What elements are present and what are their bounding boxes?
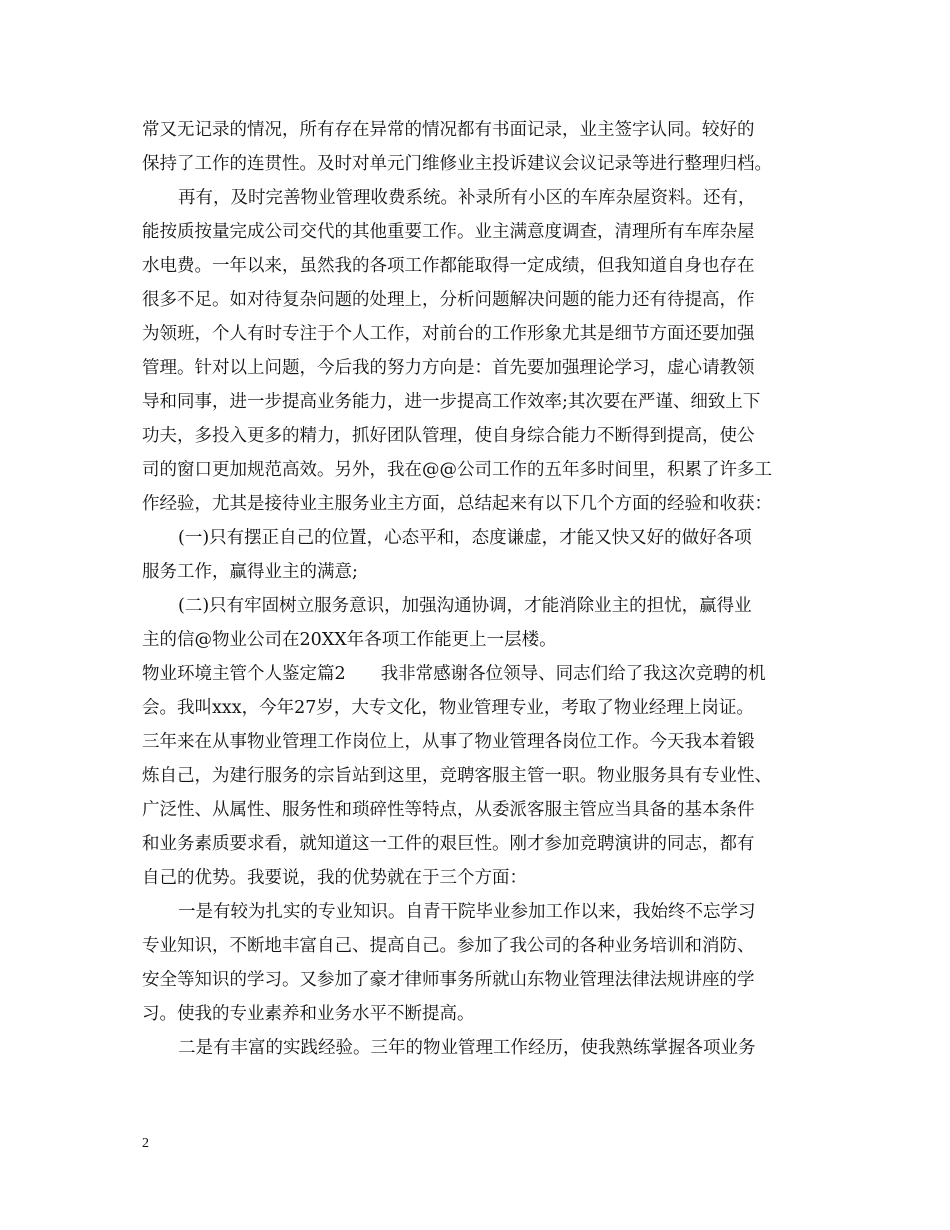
text-line: 再有，及时完善物业管理收费系统。补录所有小区的车库杂屋资料。还有， xyxy=(178,188,756,208)
text-line: 导和同事，进一步提高业务能力，进一步提高工作效率;其次要在严谨、细致上下 xyxy=(142,392,761,412)
text-line: 物业环境主管个人鉴定篇2 我非常感谢各位领导、同志们给了我这次竞聘的机 xyxy=(142,664,766,684)
text-line: 管理。针对以上问题，今后我的努力方向是：首先要加强理论学习，虚心请教领 xyxy=(142,358,755,378)
text-line: 服务工作，赢得业主的满意; xyxy=(142,562,358,582)
text-line: 为领班，个人有时专注于个人工作，对前台的工作形象尤其是细节方面还要加强 xyxy=(142,324,755,344)
text-line: 水电费。一年以来，虽然我的各项工作都能取得一定成绩，但我知道自身也存在 xyxy=(142,256,755,276)
text-line: 能按质按量完成公司交代的其他重要工作。业主满意度调查，清理所有车库杂屋 xyxy=(142,222,755,242)
text-line: 作经验，尤其是接待业主服务业主方面，总结起来有以下几个方面的经验和收获： xyxy=(142,494,772,514)
text-line: 很多不足。如对待复杂问题的处理上，分析问题解决问题的能力还有待提高，作 xyxy=(142,290,755,310)
text-line: 会。我叫xxx，今年27岁，大专文化，物业管理专业，考取了物业经理上岗证。 xyxy=(142,698,754,718)
text-line: 炼自己，为建行服务的宗旨站到这里，竞聘客服主管一职。物业服务具有专业性、 xyxy=(142,766,772,786)
text-line: 广泛性、从属性、服务性和琐碎性等特点，从委派客服主管应当具备的基本条件 xyxy=(142,800,755,820)
text-line: 三年来在从事物业管理工作岗位上，从事了物业管理各岗位工作。今天我本着锻 xyxy=(142,732,755,752)
text-line: 司的窗口更加规范高效。另外，我在@@公司工作的五年多时间里，积累了许多工 xyxy=(142,460,772,480)
text-line: 二是有丰富的实践经验。三年的物业管理工作经历，使我熟练掌握各项业务 xyxy=(178,1038,756,1058)
body-text xyxy=(142,113,822,1065)
text-line: 保持了工作的连贯性。及时对单元门维修业主投诉建议会议记录等进行整理归档。 xyxy=(142,154,772,174)
text-line: 习。使我的专业素养和业务水平不断提高。 xyxy=(142,1004,475,1024)
text-line: 功夫，多投入更多的精力，抓好团队管理，使自身综合能力不断得到提高，使公 xyxy=(142,426,755,446)
text-line: 安全等知识的学习。又参加了豪才律师事务所就山东物业管理法律法规讲座的学 xyxy=(142,970,755,990)
text-line: 专业知识，不断地丰富自己、提高自己。参加了我公司的各种业务培训和消防、 xyxy=(142,936,755,956)
text-line: 和业务素质要求看，就知道这一工件的艰巨性。刚才参加竞聘演讲的同志，都有 xyxy=(142,834,755,854)
text-line: 主的信@物业公司在20XX年各项工作能更上一层楼。 xyxy=(142,630,557,650)
page-number: 2 xyxy=(142,1136,149,1151)
text-line: 常又无记录的情况，所有存在异常的情况都有书面记录，业主签字认同。较好的 xyxy=(142,120,755,140)
text-line: (一)只有摆正自己的位置，心态平和，态度谦虚，才能又快又好的做好各项 xyxy=(178,528,752,548)
text-line: 自己的优势。我要说，我的优势就在于三个方面： xyxy=(142,868,527,888)
text-line: 一是有较为扎实的专业知识。自青干院毕业参加工作以来，我始终不忘学习 xyxy=(178,902,756,922)
text-line: (二)只有牢固树立服务意识，加强沟通协调，才能消除业主的担忧，赢得业 xyxy=(178,596,752,616)
